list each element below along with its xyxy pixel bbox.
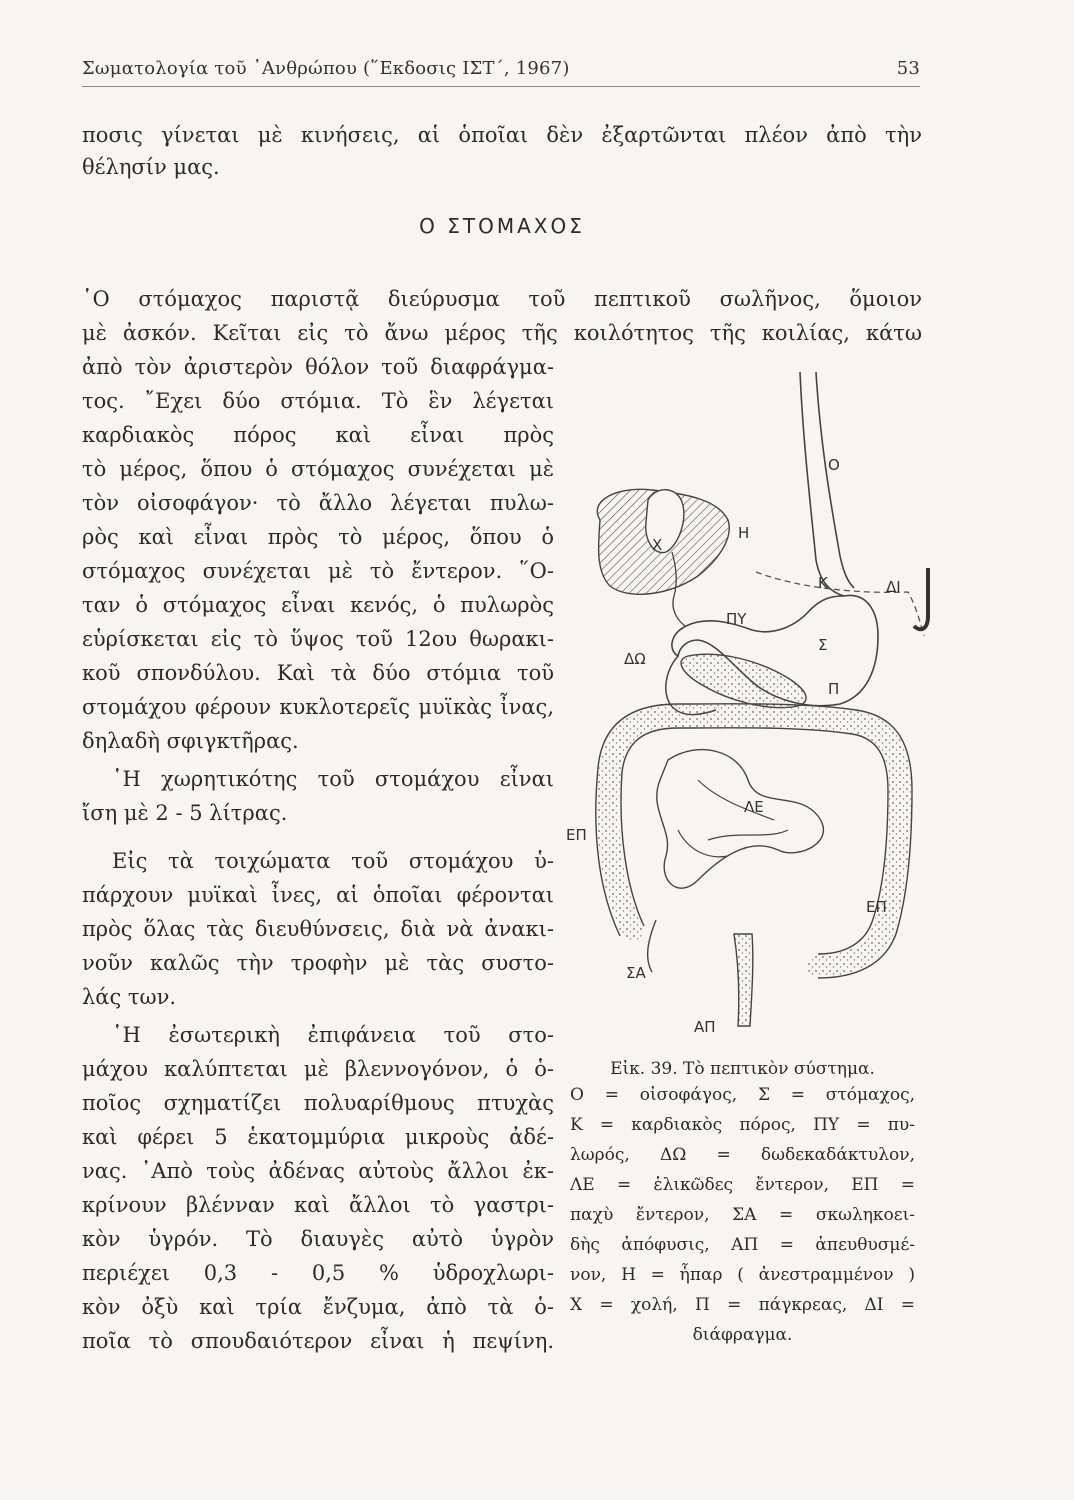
label-liver: Η [738, 524, 750, 542]
figure-caption-line: δὴς ἀπόφυσις, ΑΠ = ἀπευθυσμέ- [570, 1235, 915, 1255]
body-line: ποσις γίνεται μὲ κινήσεις, αἱ ὁποῖαι δὲν ἐξαρτῶνται πλέον ἀπὸ τὴν [82, 123, 922, 147]
body-line: μὲ ἀσκόν. Κεῖται εἰς τὸ ἄνω μέρος τῆς κοιλότητος τῆς κοιλίας, κάτω [82, 321, 922, 345]
figure-caption-line: Χ = χολή, Π = πάγκρεας, ΔΙ = [570, 1295, 915, 1315]
figure-caption-line: Κ = καρδιακὸς πόρος, ΠΥ = πυ- [570, 1115, 915, 1135]
body-line: ῾Ο στόμαχος παριστᾷ διεύρυσμα τοῦ πεπτικοῦ σωλῆνος, ὅμοιον [82, 287, 922, 311]
digestive-system-diagram [548, 360, 938, 1060]
body-line: ἴση μὲ 2 - 5 λίτρας. [82, 801, 288, 825]
body-line: ῾Η ἐσωτερικὴ ἐπιφάνεια τοῦ στο- [112, 1023, 554, 1047]
body-line: πάρχουν μυϊκαὶ ἶνες, αἱ ὁποῖαι φέρονται [82, 883, 554, 907]
label-colon-left: ΕΠ [566, 826, 587, 844]
label-duodenum: ΔΩ [624, 650, 646, 668]
body-line: στόμαχος συνέχεται μὲ τὸ ἔντερον. ῞Ο- [82, 559, 554, 583]
label-appendix: ΣΑ [626, 964, 646, 982]
body-line: ποῖος σχηματίζει πολυαρίθμους πτυχὰς [82, 1091, 554, 1115]
label-gallbladder: Χ [652, 536, 663, 554]
body-line: τὸν οἰσοφάγον· τὸ ἄλλο λέγεται πυλω- [82, 491, 554, 515]
body-line: λάς των. [82, 985, 177, 1009]
figure-caption-title: Εἰκ. 39. Τὸ πεπτικὸν σύστημα. [610, 1059, 875, 1079]
label-stomach: Σ [818, 636, 828, 654]
body-line: νας. ᾿Απὸ τοὺς ἀδένας αὐτοὺς ἄλλοι ἐκ- [82, 1159, 554, 1183]
label-pancreas: Π [828, 680, 840, 698]
body-line: τὸ μέρος, ὅπου ὁ στόμαχος συνέχεται μὲ [82, 457, 554, 481]
running-head [82, 52, 920, 87]
body-line: μάχου καλύπτεται μὲ βλεννογόνον, ὁ ὁ- [82, 1057, 554, 1081]
body-line: κὸν ὀξὺ καὶ τρία ἔνζυμα, ἀπὸ τὰ ὁ- [82, 1295, 554, 1319]
figure-caption-line: νον, Η = ἧπαρ ( ἀνεστραμμένον ) [570, 1265, 915, 1285]
figure-caption-line: Ο = οἰσοφάγος, Σ = στόμαχος, [570, 1085, 915, 1105]
diaphragm-hook [914, 568, 928, 629]
label-pylorus: ΠΥ [726, 610, 747, 628]
body-line: ρὸς καὶ εἶναι πρὸς τὸ μέρος, ὅπου ὁ [82, 525, 554, 549]
label-colon-right: ΕΠ [866, 898, 887, 916]
body-line: Εἰς τὰ τοιχώματα τοῦ στομάχου ὑ- [112, 849, 554, 873]
body-line: ἀπὸ τὸν ἀριστερὸν θόλον τοῦ διαφράγμα- [82, 355, 554, 379]
section-heading: Ο ΣΤΟΜΑΧΟΣ [419, 214, 585, 238]
body-line: ταν ὁ στόμαχος εἶναι κενός, ὁ πυλωρὸς [82, 593, 554, 617]
body-line: εὑρίσκεται εἰς τὸ ὕψος τοῦ 12ου θωρακι- [82, 627, 554, 651]
label-oesophagus: Ο [828, 456, 840, 474]
rectum-shape [734, 934, 753, 1026]
oesophagus-shape-inner [816, 372, 854, 588]
figure-caption-line: διάφραγμα. [692, 1325, 793, 1345]
body-line: κρίνουν βλένναν καὶ ἄλλοι τὸ γαστρι- [82, 1193, 554, 1217]
body-line: ποῖα τὸ σπουδαιότερον εἶναι ἡ πεψίνη. [82, 1329, 554, 1353]
page-number: 53 [896, 58, 920, 79]
figure-caption-line: ΛΕ = ἑλικῶδες ἔντερον, ΕΠ = [570, 1175, 915, 1195]
body-line: τος. ῎Εχει δύο στόμια. Τὸ ἓν λέγεται [82, 389, 554, 413]
body-line: καὶ φέρει 5 ἑκατομμύρια μικροὺς ἀδέ- [82, 1125, 554, 1149]
body-line: περιέχει 0,3 - 0,5 % ὑδροχλωρι- [82, 1261, 554, 1285]
appendix-shape [648, 920, 656, 972]
oesophagus-shape [800, 372, 844, 596]
figure-caption-line: λωρός, ΔΩ = δωδεκαδάκτυλον, [570, 1145, 915, 1165]
body-line: θέλησίν μας. [82, 155, 220, 179]
body-line: κοῦ σπονδύλου. Καὶ τὰ δύο στόμια τοῦ [82, 661, 554, 685]
body-line: στομάχου φέρουν κυκλοτερεῖς μυϊκὰς ἶνας, [82, 695, 554, 719]
label-diaphragm: ΔΙ [886, 578, 901, 596]
body-line: πρὸς ὅλας τὰς διευθύνσεις, διὰ νὰ ἀνακι- [82, 917, 554, 941]
figure-caption-line: παχὺ ἔντερον, ΣΑ = σκωληκοει- [570, 1205, 915, 1225]
body-line: δηλαδὴ σφιγκτῆρας. [82, 729, 299, 753]
label-small-intestine: ΛΕ [744, 798, 764, 816]
label-cardia: Κ [818, 574, 828, 592]
label-rectum: ΑΠ [694, 1018, 716, 1036]
body-line: κὸν ὑγρόν. Τὸ διαυγὲς αὐτὸ ὑγρὸν [82, 1227, 554, 1251]
small-intestine-shape [657, 750, 824, 889]
body-line: ῾Η χωρητικότης τοῦ στομάχου εἶναι [112, 767, 554, 791]
body-line: νοῦν καλῶς τὴν τροφὴν μὲ τὰς συστο- [82, 951, 554, 975]
running-head-title: Σωματολογία τοῦ ᾿Ανθρώπου (῞Εκδοσις ΙΣΤ΄, 1967) [82, 58, 570, 79]
body-line: καρδιακὸς πόρος καὶ εἶναι πρὸς [82, 423, 554, 447]
